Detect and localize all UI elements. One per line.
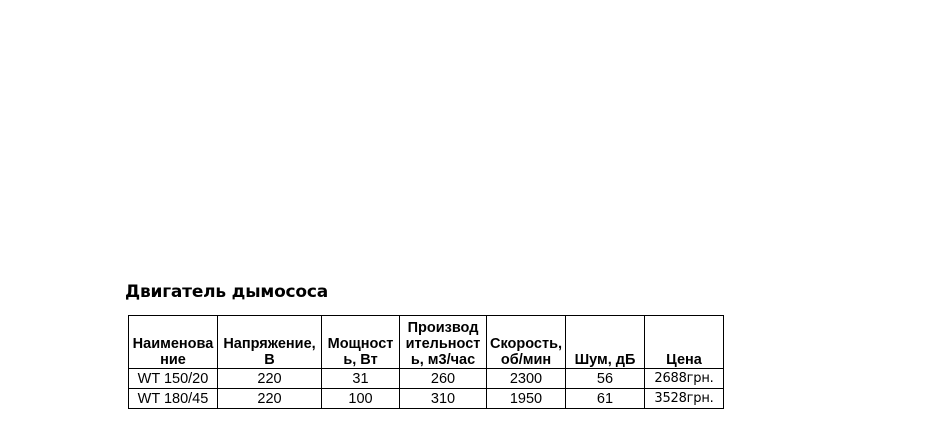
cell-noise: 56: [566, 369, 645, 389]
header-name: Наименова ние: [129, 316, 218, 369]
page-title: Двигатель дымососа: [125, 282, 329, 302]
header-row: [129, 316, 724, 369]
table-row: [129, 389, 724, 409]
header-speed: Скорость, об/мин: [487, 316, 566, 369]
cell-speed: 2300: [487, 369, 566, 389]
cell-name: WT 180/45: [129, 389, 218, 409]
header-power: Мощност ь, Вт: [322, 316, 400, 369]
cell-noise: 61: [566, 389, 645, 409]
header-price: Цена: [645, 316, 724, 369]
cell-price: 3528грн.: [645, 389, 724, 409]
header-capacity: Производ ительност ь, м3/час: [400, 316, 487, 369]
cell-price: 2688грн.: [645, 369, 724, 389]
specs-table: [128, 315, 724, 409]
table-row: [129, 369, 724, 389]
cell-voltage: 220: [218, 389, 322, 409]
header-voltage: Напряжение, В: [218, 316, 322, 369]
header-noise: Шум, дБ: [566, 316, 645, 369]
cell-voltage: 220: [218, 369, 322, 389]
cell-capacity: 310: [400, 389, 487, 409]
cell-name: WT 150/20: [129, 369, 218, 389]
cell-capacity: 260: [400, 369, 487, 389]
cell-power: 100: [322, 389, 400, 409]
cell-power: 31: [322, 369, 400, 389]
cell-speed: 1950: [487, 389, 566, 409]
